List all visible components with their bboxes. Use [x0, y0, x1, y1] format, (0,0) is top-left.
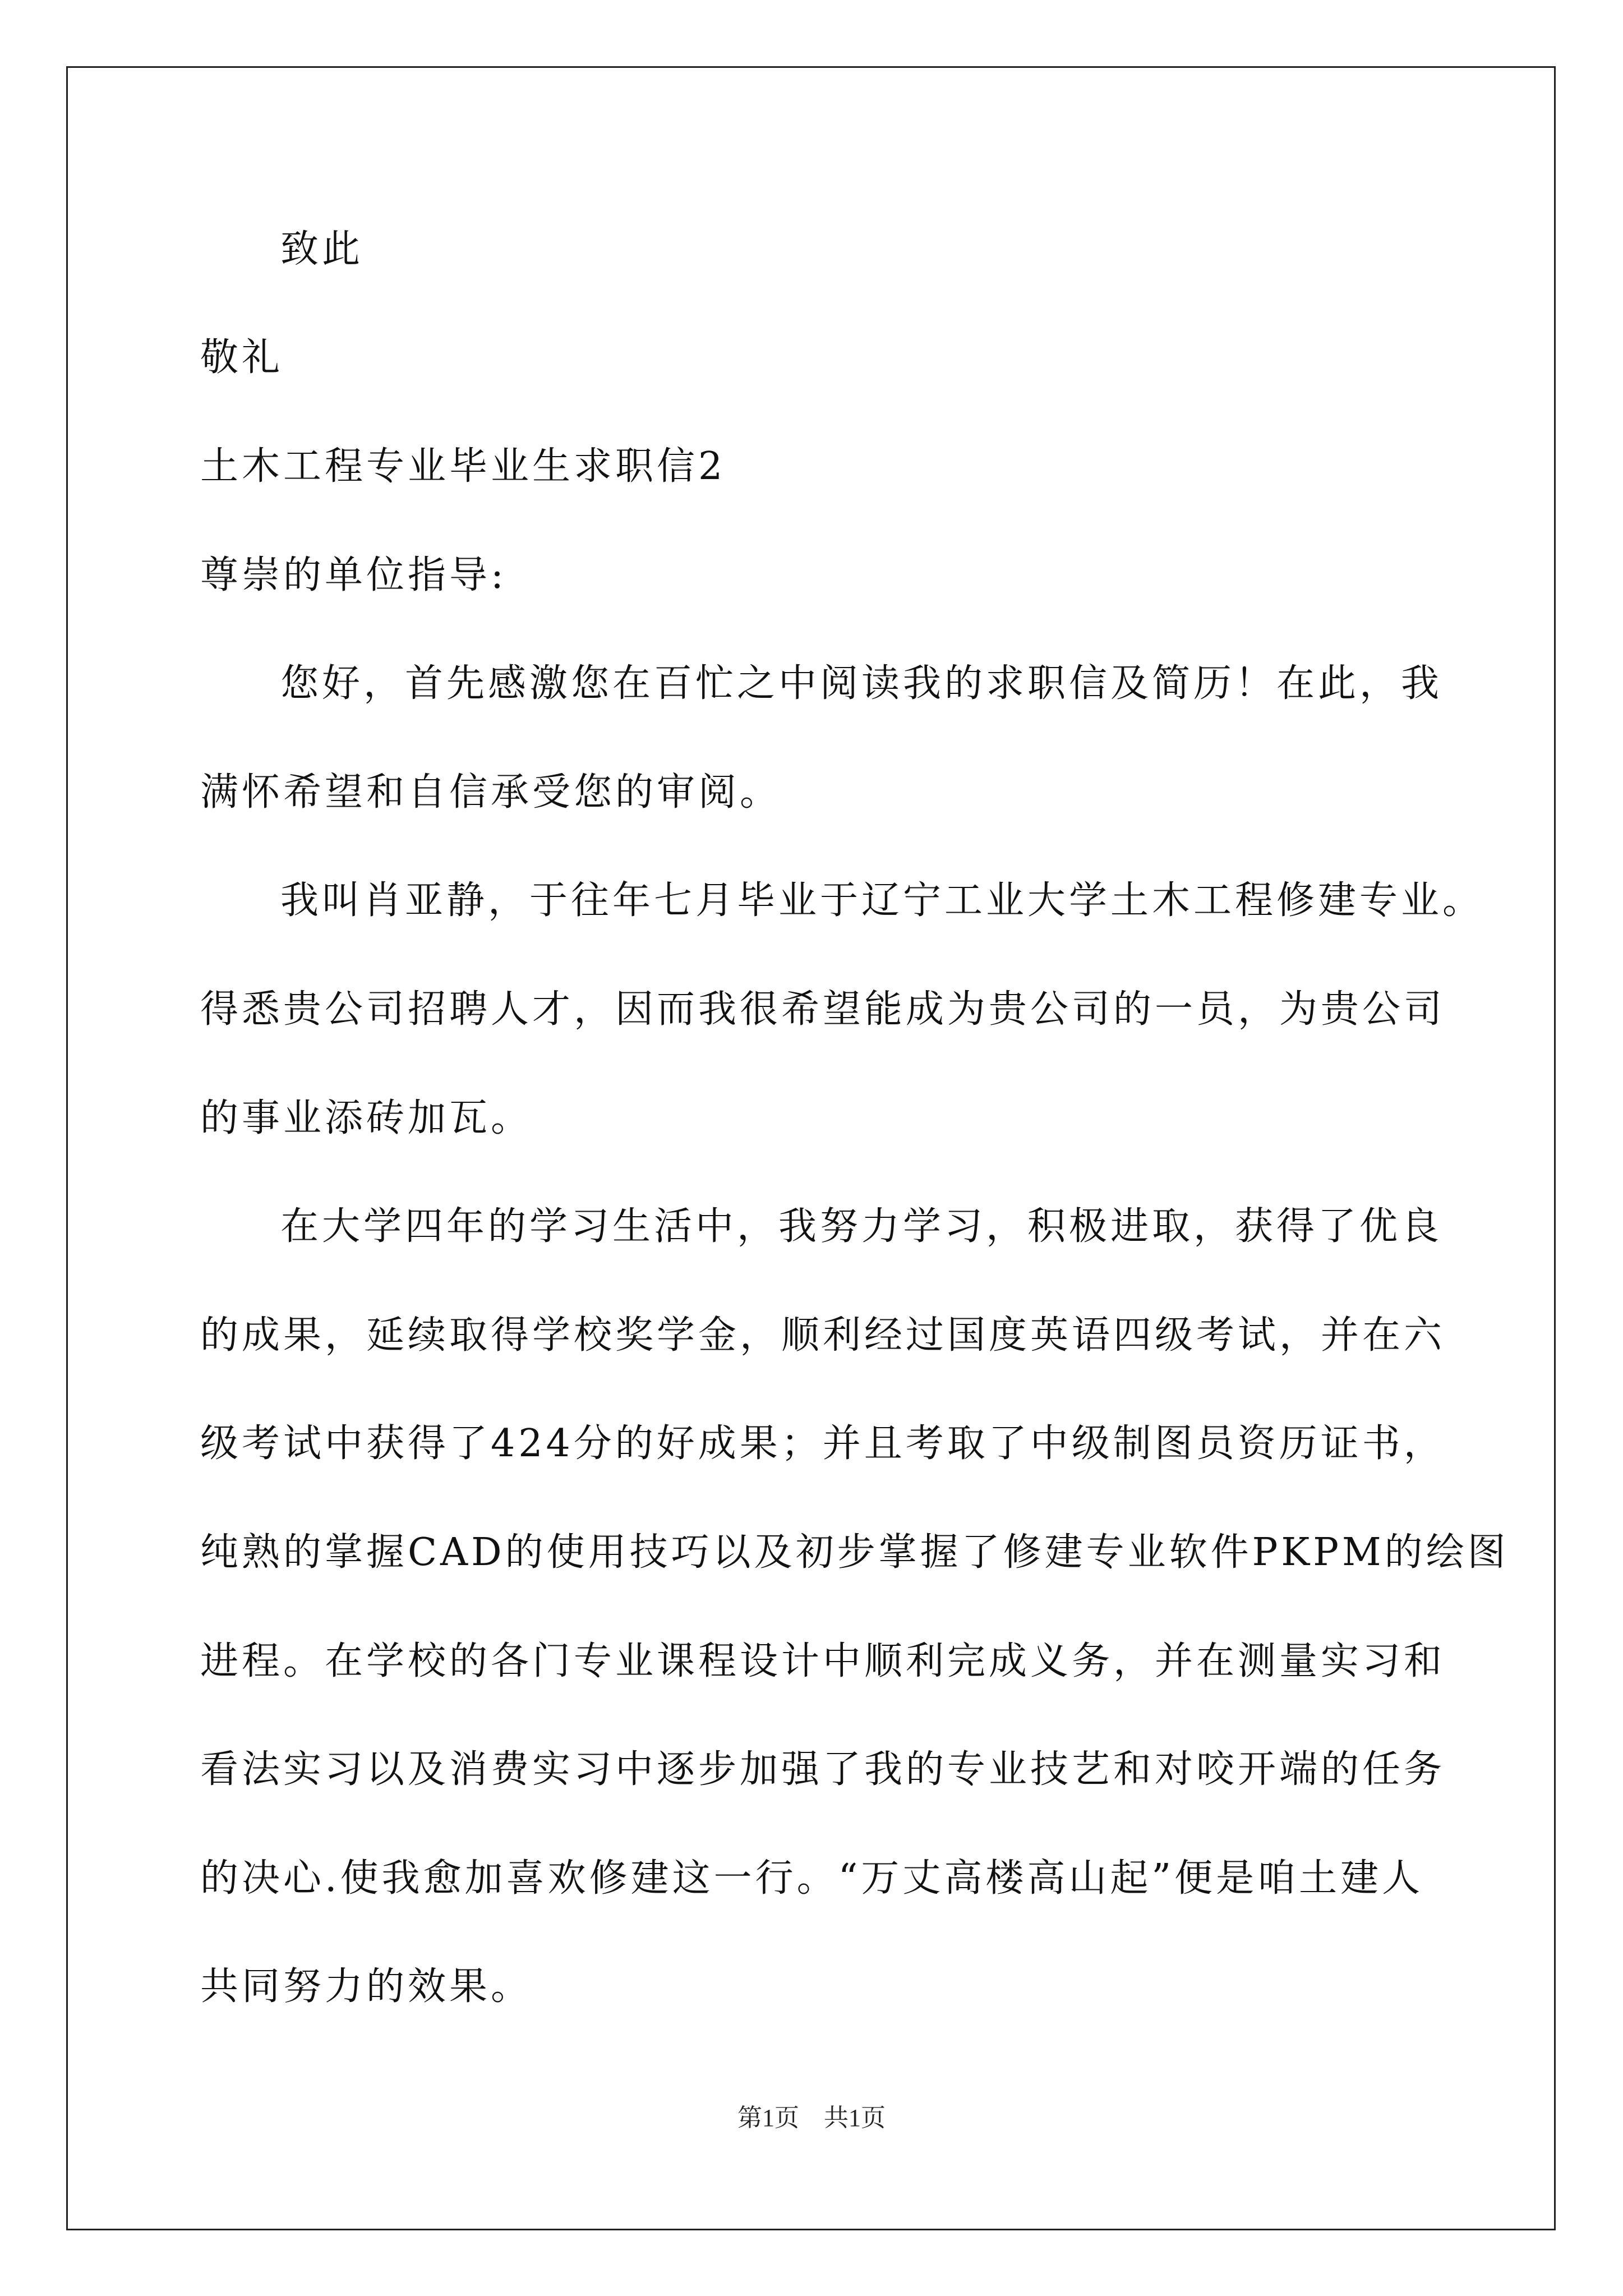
text-line: 的决心.使我愈加喜欢修建这一行。“万丈高楼高山起”便是咱土建人 — [200, 1856, 1424, 1901]
text-line-closing: 致此 — [280, 227, 364, 272]
text-line-greeting: 尊崇的单位指导: — [200, 553, 507, 597]
text-line-salute: 敬礼 — [200, 335, 284, 380]
text-line: 在大学四年的学习生活中，我努力学习，积极进取，获得了优良 — [280, 1204, 1443, 1249]
text-line: 我叫肖亚静，于往年七月毕业于辽宁工业大学土木工程修建专业。 — [280, 878, 1484, 923]
letter-title: 土木工程专业毕业生求职信2 — [200, 444, 726, 489]
text-line: 满怀希望和自信承受您的审阅。 — [200, 770, 782, 815]
page-border — [66, 66, 1556, 2230]
text-line: 共同努力的效果。 — [200, 1964, 533, 2009]
text-line: 进程。在学校的各门专业课程设计中顺利完成义务，并在测量实习和 — [200, 1639, 1446, 1683]
page-number-footer: 第1页 共1页 — [737, 2104, 886, 2132]
text-line: 的事业添砖加瓦。 — [200, 1096, 533, 1140]
text-line: 纯熟的掌握CAD的使用技巧以及初步掌握了修建专业软件PKPM的绘图 — [200, 1530, 1509, 1575]
text-line: 看法实习以及消费实习中逐步加强了我的专业技艺和对咬开端的任务 — [200, 1747, 1446, 1792]
text-line: 您好，首先感激您在百忙之中阅读我的求职信及简历！在此，我 — [280, 661, 1443, 706]
text-line: 得悉贵公司招聘人才，因而我很希望能成为贵公司的一员，为贵公司 — [200, 987, 1446, 1032]
text-line: 的成果，延续取得学校奖学金，顺利经过国度英语四级考试，并在六 — [200, 1313, 1446, 1358]
text-line: 级考试中获得了424分的好成果；并且考取了中级制图员资历证书， — [200, 1421, 1445, 1466]
